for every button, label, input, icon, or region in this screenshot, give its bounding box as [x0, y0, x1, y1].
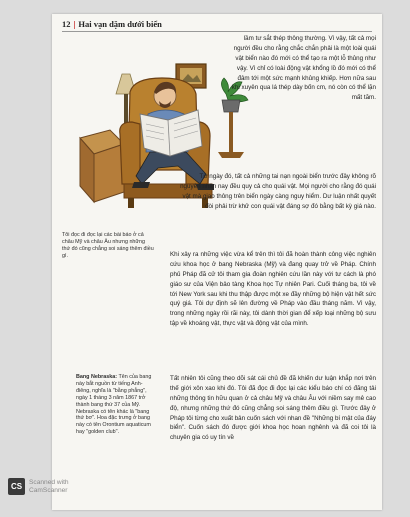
illustration-caption: Tôi đọc đi đọc lại các bài báo ở cả châu Mỹ và châu Âu nhưng những thứ đó cũng chẳng soi sáng thêm điều gì. — [62, 232, 154, 259]
paragraph-4: Tất nhiên tôi cũng theo dõi sát cái chủ đề đã khiến dư luận khắp nơi trên thế giới xôn xao khi đó. Tôi đã đọc đi đọc lại các kiểu báo chí có đăng tải những thông tin hữu quan ở cả châu Mỹ và châu Âu với niềm say mê cao độ, nhưng những thứ đó cũng chẳng soi sáng thêm điều gì. Trước đây ở Pháp tôi từng cho xuất bản cuốn sách với nhan đề "Những bí mật của đáy biển". Cuốn sách đó được giới khoa học hoan nghênh và đã coi tôi là chuyên gia có uy tín về — [170, 375, 376, 442]
header-separator: | — [73, 19, 76, 29]
page-header — [62, 17, 372, 31]
book-page — [52, 14, 382, 510]
header-rule — [62, 31, 372, 32]
watermark-text — [29, 479, 69, 494]
side-note-body: Tên của bang này bắt nguồn từ tiếng Anh-điêng, nghĩa là "bằng phẳng", ngày 1 tháng 3 năm 1867 trở thành bang thứ 37 của Mỹ. Nebraska có tên khác là "bang thứ bơ". Hoa đặc trưng ở bang này có tên Orontium aquaticum hay "golden club". — [76, 374, 152, 436]
paragraph-2: Từ ngày đó, tất cả những tai nạn ngoài biển trước đây không rõ nguyên nhân nay đều quy cả cho quái vật. Mọi người cho rằng đó quái vật mà giao thông trên biển ngày càng nguy hiểm. Dư luận nhất quyết đòi phải trừ khử con quái vật đáng sợ đó bằng bất kỳ giá nào. — [180, 173, 376, 210]
watermark-line-1: Scanned with — [29, 479, 69, 487]
camscanner-logo-icon: CS — [8, 478, 25, 495]
paragraph-1: lầm tư sắt thép thông thường. Vì vậy, tất cả mọi người đều cho rằng chắc chắn phải là một loài quái vật biển nào đó mới có thể tạo ra một lỗ thủng như vậy. Vì chỉ có loài động vật khổng lồ đó mới có thể đâm tới một sức mạnh khủng khiếp. Hơn nữa sau khi xuyên qua lá thép dày bốn cm, nó còn có thể lặn mất tăm. — [231, 35, 376, 102]
page-number: 12 — [62, 19, 71, 29]
side-note-nebraska — [76, 374, 154, 436]
watermark-line-2: CamScanner — [29, 486, 68, 494]
book-title: Hai vạn dặm dưới biển — [78, 19, 162, 29]
side-note-lead: Bang Nebraska: — [76, 374, 118, 380]
side-table-icon — [80, 130, 124, 202]
paragraph-3: Khi xảy ra những việc vừa kể trên thì tôi đã hoàn thành công việc nghiên cứu khoa học ở bang Nebraska (Mỹ) và đang quay trở về Pháp. Chính phủ Pháp đã cử tôi tham gia đoàn nghiên cứu lần này với tư cách là phó giáo sư của Viện bảo tàng Khoa học Tự nhiên Pari. Cuối tháng ba, tôi về tới New York sau khi thu thập được một xe đầy những bộ hiện vật hết sức quý giá. Tôi dự định sẽ lên đường về Pháp vào đầu tháng năm. Vì vậy, trong những ngày rồi rãi này, tôi dành thời gian để xếp loại những bộ sưu tập về khoáng vật, thực vật và động vật của mình. — [170, 251, 376, 328]
scanner-watermark — [8, 478, 69, 495]
